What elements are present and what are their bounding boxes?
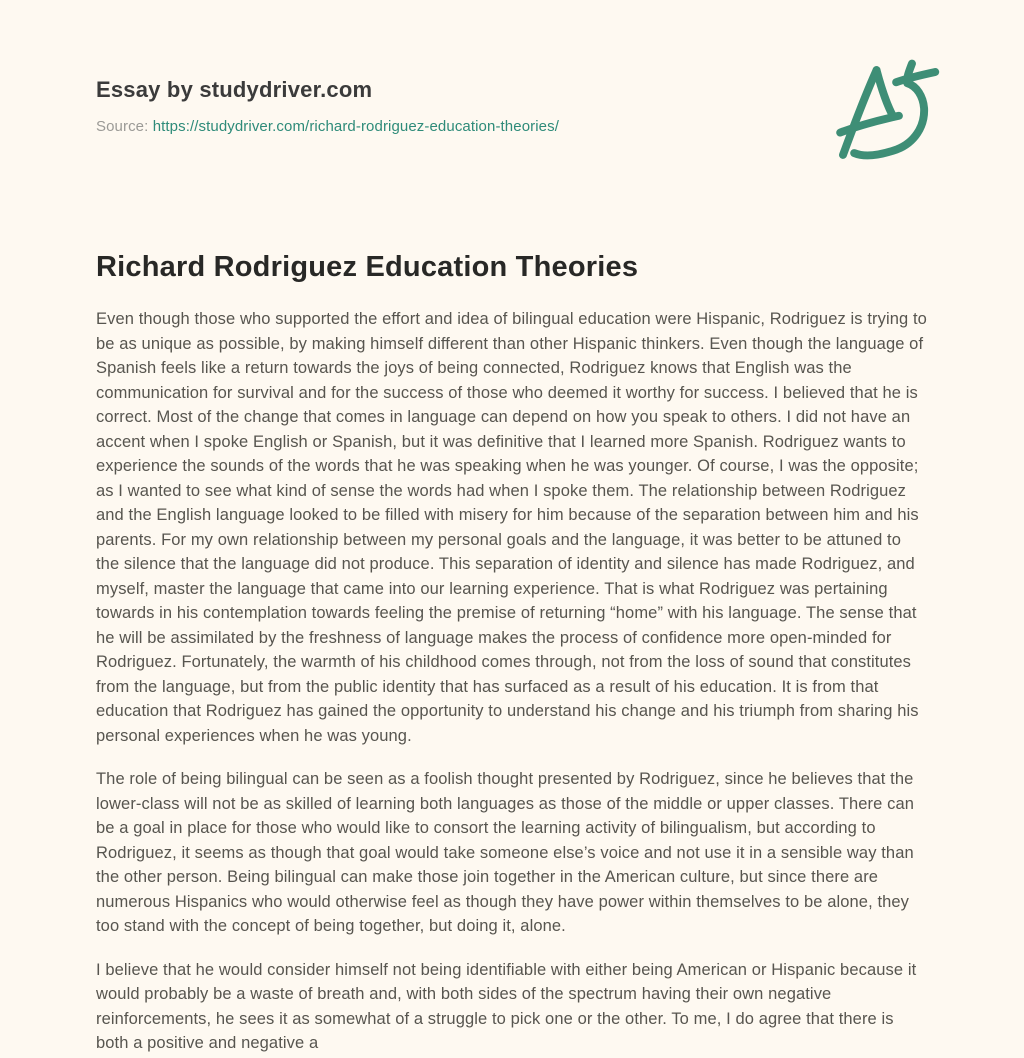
source-label: Source:	[96, 118, 149, 135]
article-body	[96, 307, 928, 1056]
page-header	[96, 0, 928, 135]
essay-paragraph-1: Even though those who supported the effort and idea of bilingual education were Hispanic, Rodriguez is trying to be as unique as possible, by making himself different than other Hispanic thinkers. Even though the language of Spanish feels like a return towards the joys of being connected, Rodriguez knows that English was the communication for survival and for the success of those who deemed it worthy for success. I believed that he is correct. Most of the change that comes in language can depend on how you speak to others. I did not have an accent when I spoke English or Spanish, but it was definitive that I learned more Spanish. Rodriguez wants to experience the sounds of the words that he was speaking when he was younger. Of course, I was the opposite; as I wanted to see what kind of sense the words had when I spoke them. The relationship between Rodriguez and the English language looked to be filled with misery for him because of the separation between him and his parents. For my own relationship between my personal goals and the language, it was better to be attuned to the silence that the language did not produce. This separation of identity and silence has made Rodriguez, and myself, master the language that came into our learning experience. That is what Rodriguez was pertaining towards in his contemplation towards feeling the premise of returning “home” with his language. The sense that he will be assimilated by the freshness of language makes the process of confidence more open-minded for Rodriguez. Fortunately, the warmth of his childhood comes through, not from the loss of sound that constitutes from the language, but from the public identity that has surfaced as a result of his education. It is from that education that Rodriguez has gained the opportunity to understand his change and his triumph from sharing his personal experiences when he was young.	[96, 310, 927, 745]
header-title: Essay by studydriver.com	[96, 77, 373, 102]
studydriver-a-plus-logo-icon	[828, 58, 940, 170]
article-title: Richard Rodriguez Education Theories	[96, 251, 639, 283]
essay-paragraph-2: The role of being bilingual can be seen as a foolish thought presented by Rodriguez, since he believes that the lower-class will not be as skilled of learning both languages as those of the middle or upper classes. There can be a goal in place for those who would like to consort the learning activity of bilingualism, but according to Rodriguez, it seems as though that goal would take someone else’s voice and not use it in a sensible way than the other person. Being bilingual can make those join together in the American culture, but since there are numerous Hispanics who would otherwise feel as though they have power within themselves to be alone, they too stand with the concept of being together, but doing it, alone.	[96, 770, 915, 935]
essay-paragraph-3: I believe that he would consider himself not being identifiable with either being American or Hispanic because it would probably be a waste of breath and, with both sides of the spectrum having their own negative reinforcements, he sees it as somewhat of a struggle to pick one or the other. To me, I do agree that there is both a positive and negative a	[96, 960, 917, 1052]
source-line	[96, 118, 928, 135]
source-url-link[interactable]: https://studydriver.com/richard-rodriguez-education-theories/	[152, 118, 559, 135]
